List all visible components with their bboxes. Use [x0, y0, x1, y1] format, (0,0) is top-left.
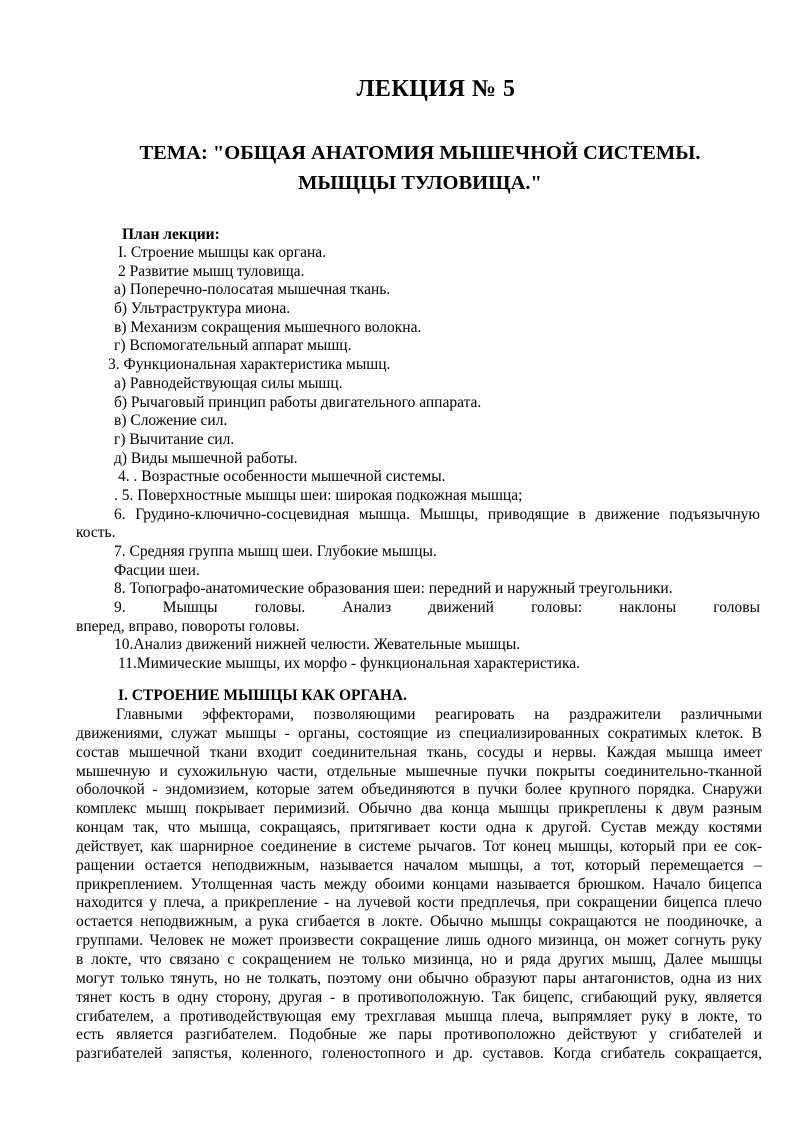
topic-line: МЫЩЦЫ ТУЛОВИЩА."	[298, 172, 542, 194]
plan-item: 9. Мышцы головы. Анализ движений головы: наклоны головы	[114, 599, 760, 617]
plan-item: . 5. Поверхностные мышцы шеи: широкая подкожная мышца;	[114, 486, 523, 504]
paragraph-line: остается неподвижным, а рука сгибается в локте. Обычно мышцы сокращаются не поодиночке, а	[76, 913, 762, 931]
topic-title	[80, 138, 760, 198]
paragraph-line: есть является разгибателем. Подобные же пары противоположно действуют у сгибателей и	[76, 1026, 762, 1044]
paragraph-line: разгибателей запястья, коленного, голеностопного и др. суставов. Когда сгибатель сокращается,	[76, 1045, 762, 1063]
plan-item: г) Вспомогательный аппарат мышц.	[114, 337, 352, 355]
paragraph-line: комплекс мышц покрывает перимизий. Обычно два конца мышцы прикреплены к двум разным	[76, 800, 762, 818]
plan-item: 7. Средняя группа мышц шеи. Глубокие мышцы.	[114, 543, 437, 561]
paragraph-line: ращении остается неподвижным, называется началом мышцы, а тот, который перемещается –	[76, 856, 762, 874]
lecture-title: ЛЕКЦИЯ № 5	[356, 76, 516, 102]
paragraph-line: Главными эффекторами, позволяющими реагировать на раздражители различными	[116, 706, 762, 723]
paragraph-line: могут только тянуть, но не толкать, поэтому они обычно образуют пары антагонистов, одна из них	[76, 969, 762, 987]
plan-item: 8. Топографо-анатомические образования шеи: передний и наружный треугольники.	[114, 580, 673, 598]
plan-item: 11.Мимические мышцы, их морфо - функциональная характеристика.	[118, 655, 580, 673]
plan-item: Фасции шеи.	[114, 561, 200, 579]
paragraph-line: действует, как шарнирное соединение в системе рычагов. Тот конец мышцы, который при ее сок-	[76, 837, 762, 855]
plan-item: вперед, вправо, повороты головы.	[76, 617, 300, 635]
topic-line: ТЕМА: "ОБЩАЯ АНАТОМИЯ МЫШЕЧНОЙ СИСТЕМЫ.	[139, 142, 701, 164]
paragraph-line: состав мышечной ткани входит соединительная ткань, сосуды и нервы. Каждая мышца имеет	[76, 743, 762, 761]
plan-item: д) Виды мышечной работы.	[114, 449, 298, 467]
plan-item: в) Механизм сокращения мышечного волокна.	[114, 318, 422, 336]
paragraph-line: мышечную и сухожильную части, отдельные мышечные пучки покрыты соединительно-тканной	[76, 762, 762, 780]
plan-item: 6. Грудино-ключично-сосцевидная мышца. Мышцы, приводящие в движение подъязычную кость.	[76, 505, 760, 542]
paragraph-line: прикреплением. Утолщенная часть между обоими концами называется брюшком. Начало бицепса	[76, 875, 762, 893]
plan-list	[0, 244, 800, 674]
paragraph-line: движениями, служат мышцы - органы, состоящие из специализированных сократимых клеток. В	[76, 724, 762, 742]
plan-item: 10.Анализ движений нижней челюсти. Жевательные мышцы.	[114, 636, 521, 654]
paragraph-line: в локте, что связано с сокращением не только мизинца, но и ряда других мышц, Далее мышцы	[76, 950, 762, 968]
plan-item: 4. . Возрастные особенности мышечной системы.	[118, 468, 446, 486]
plan-item: б) Рычаговый принцип работы двигательного аппарата.	[114, 393, 482, 411]
plan-item: б) Ультраструктура миона.	[114, 300, 291, 318]
paragraph-line: находится у плеча, а прикрепление - на лучевой кости предплечья, при сокращении бицепса плечо	[76, 894, 762, 912]
plan-item: 2 Развитие мышц туловища.	[118, 262, 305, 280]
body-paragraph	[76, 706, 762, 1064]
plan-item: а) Равнодействующая силы мышц.	[114, 374, 343, 392]
paragraph-line: группами. Человек не может произвести сокращение лишь одного мизинца, он может согнуть руку	[76, 932, 762, 950]
plan-item: 3. Функциональная характеристика мышц.	[108, 356, 391, 374]
plan-item: I. Строение мышцы как органа.	[118, 244, 327, 261]
plan-heading: План лекции:	[122, 226, 220, 243]
plan-item: а) Поперечно-полосатая мышечная ткань.	[114, 281, 391, 299]
paragraph-line: концам так, что мышца, сокращаясь, притягивает кости одна к другой. Сустав между костями	[76, 819, 762, 837]
section-heading: I. СТРОЕНИЕ МЫШЦЫ КАК ОРГАНА.	[118, 687, 407, 704]
paragraph-line: сгибателем, а противодействующая ему трехглавая мышца плеча, выпрямляет руку в локте, то	[76, 1007, 762, 1025]
plan-item: г) Вычитание сил.	[114, 430, 235, 448]
paragraph-line: тянет кость в одну сторону, другая - в противоположную. Так бицепс, сгибающий руку, является	[76, 988, 762, 1006]
paragraph-line: оболочкой - эндомизием, которые затем объединяются в пучки более крупного порядка. Снаружи	[76, 781, 762, 799]
plan-item: в) Сложение сил.	[114, 412, 228, 430]
